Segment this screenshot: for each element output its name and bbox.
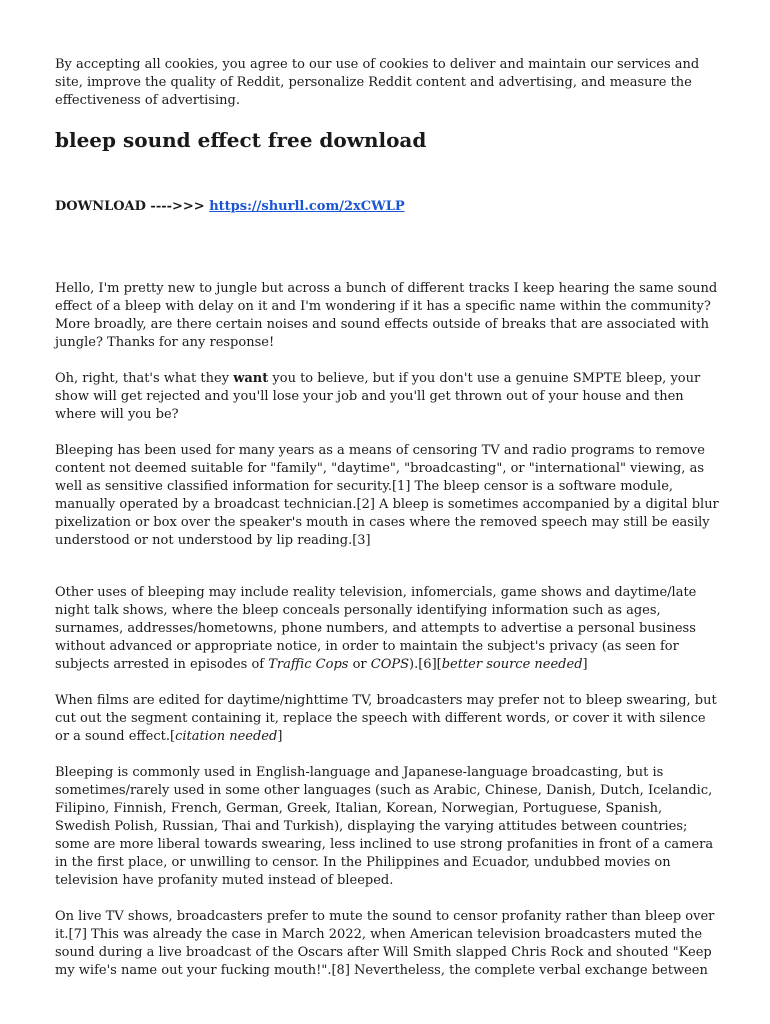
paragraph-languages: Bleeping is commonly used in English-language and Japanese-language broadcasting, but is sometimes/rarely used in some other languages (such as Arabic, Chinese, Danish, Dutch, Icelandic, Filipino, Finnish, French, German, Greek, Italian, Korean, Norwegian, Portuguese, Spanish, Swedish Polish, Russian, Thai and Turkish), displaying the varying attitudes between countries; some are more liberal towards swearing, less inclined to use strong profanities in front of a camera in the first place, or unwilling to censor. In the Philippines and Ecuador, undubbed movies on television have profanity muted instead of bleeped. <box>55 765 714 888</box>
p2-text-before: Oh, right, that's what they <box>55 371 234 386</box>
cookie-consent-text: By accepting all cookies, you agree to our use of cookies to deliver and maintain our services and site, improve the quality of Reddit, personalize Reddit content and advertising, and measure the effectiveness of advertising. <box>55 57 700 108</box>
paragraph-live-tv: On live TV shows, broadcasters prefer to mute the sound to censor profanity rather than bleep over it.[7] This was already the case in March 2022, when American television broadcasters muted the sound during a live broadcast of the Oscars after Will Smith slapped Chris Rock and shouted "Keep my wife's name out your fucking mouth!".[8] Nevertheless, the complete verbal exchange between <box>55 909 715 978</box>
p4-italic-cops: COPS <box>370 657 410 672</box>
paragraph-bleeping-history: Bleeping has been used for many years as a means of censoring TV and radio programs to remove content not deemed suitable for "family", "daytime", "broadcasting", or "international" viewing, as well as sensitive classified information for security.[1] The bleep censor is a software module, manually operated by a broadcast technician.[2] A bleep is sometimes accompanied by a digital blur pixelization or box over the speaker's mouth in cases where the removed speech may still be easily understood or not understood by lip reading.[3] <box>55 443 719 548</box>
p4-text-a: Other uses of bleeping may include reality television, infomercials, game shows and daytime/late night talk shows, where the bleep conceals personally identifying information such as ages, surnames, addresses/hometowns, phone numbers, and attempts to advertise a personal business without advanced or appropriate notice, in order to maintain the subject's privacy (as seen for subjects arrested in episodes of <box>55 585 697 672</box>
p5-text-a: When films are edited for daytime/nighttime TV, broadcasters may prefer not to bleep swearing, but cut out the segment containing it, replace the speech with different words, or cover it with silence or a sound effect.[ <box>55 693 717 744</box>
p4-text-b: or <box>348 657 371 672</box>
paragraph-smpte-bleep <box>55 370 720 424</box>
download-label: DOWNLOAD ---->>> <box>55 199 210 214</box>
download-link[interactable]: https://shurll.com/2xCWLP <box>209 199 405 214</box>
paragraph-other-uses <box>55 584 720 674</box>
document-page <box>55 56 720 998</box>
p4-italic-better-source: better source needed <box>441 657 583 672</box>
download-line <box>55 198 720 216</box>
p4-italic-traffic-cops: Traffic Cops <box>268 657 349 672</box>
p5-italic-citation: citation needed <box>175 729 278 744</box>
paragraph-films-edited <box>55 692 720 746</box>
p4-text-d: ] <box>582 657 588 672</box>
p2-text-after: you to believe, but if you don't use a genuine SMPTE bleep, your show will get rejected and you'll lose your job and you'll get thrown out of your house and then where will you be? <box>55 371 701 422</box>
p5-text-b: ] <box>277 729 283 744</box>
p2-bold-word: want <box>233 371 269 386</box>
p4-text-c: ).[6][ <box>409 657 442 672</box>
page-title: bleep sound effect free download <box>55 128 427 152</box>
paragraph-jungle-question: Hello, I'm pretty new to jungle but across a bunch of different tracks I keep hearing the same sound effect of a bleep with delay on it and I'm wondering if it has a specific name within the community? More broadly, are there certain noises and sound effects outside of breaks that are associated with jungle? Thanks for any response! <box>55 281 718 350</box>
